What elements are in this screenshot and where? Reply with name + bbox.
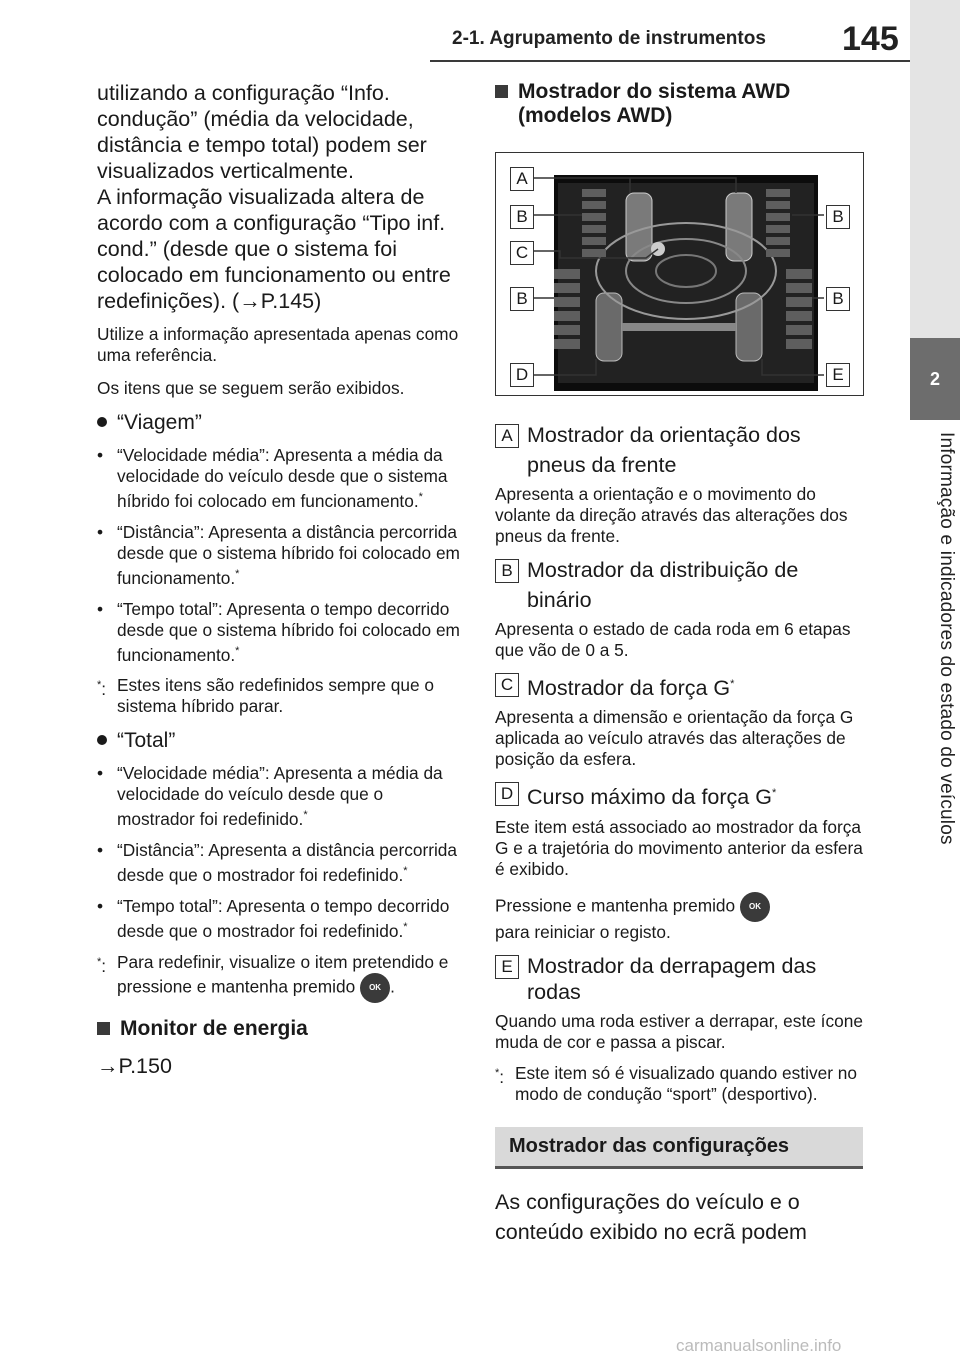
callout-d: D: [510, 363, 534, 387]
square-marker: [495, 85, 508, 98]
list-item: • “Distância”: Apresenta a distância percorrida desde que o mostrador foi redefinido.*: [97, 840, 458, 885]
bullet-dot: [97, 735, 107, 745]
callout-b: B: [510, 205, 534, 229]
section-title: 2-1. Agrupamento de instrumentos: [452, 28, 766, 49]
footnote: *: Estes itens são redefinidos sempre que o sistema híbrido parar.: [97, 675, 435, 717]
legend-item: A Mostrador da orientação dos pneus da frente: [495, 422, 863, 478]
page-reference[interactable]: →P.150: [97, 1053, 172, 1078]
bullet-heading: [97, 729, 465, 753]
legend-desc: Apresenta o estado de cada roda em 6 etapas que vão de 0 a 5.: [495, 619, 851, 661]
energy-heading: Monitor de energia: [97, 1017, 465, 1041]
chapter-number: 2: [929, 368, 940, 389]
watermark: carmanualsonline.info: [676, 1336, 842, 1355]
callout-b: B: [826, 205, 850, 229]
paragraph: A informação visualizada altera de acordo com a configuração “Tipo inf. cond.” (desde que o sistema foi colocado em funcionamento ou entre redefinições). (→P.145): [97, 185, 451, 313]
reset-instruction: Pressione e mantenha premido OK para reiniciar o registo.: [495, 892, 863, 943]
legend-desc: Apresenta a orientação e o movimento do volante da direção através das alterações dos pneus da frente.: [495, 484, 848, 547]
callout-a: A: [510, 167, 534, 191]
square-marker: [97, 1022, 110, 1035]
legend-item: E Mostrador da derrapagem das rodas: [495, 953, 863, 1005]
list-item: • “Tempo total”: Apresenta o tempo decorrido desde que o mostrador foi redefinido.*: [97, 895, 450, 941]
awd-heading: Mostrador do sistema AWD (modelos AWD): [495, 80, 863, 128]
paragraph: Utilize a informação apresentada apenas como uma referência.: [97, 324, 459, 365]
legend-item: D Curso máximo da força G*: [495, 780, 863, 810]
paragraph: As configurações do veículo e o conteúdo exibido no ecrã podem: [495, 1189, 807, 1244]
left-column: [97, 80, 465, 1079]
list-item: • “Velocidade média”: Apresenta a média da velocidade do veículo desde que o sistema híbrido foi colocado em funcionamento.*: [97, 445, 448, 511]
side-strip: [910, 0, 960, 338]
callout-b: B: [826, 287, 850, 311]
awd-display-graphic: [496, 153, 863, 395]
legend-item: C Mostrador da força G*: [495, 671, 863, 701]
ok-button-icon: OK: [740, 892, 770, 922]
paragraph: Os itens que se seguem serão exibidos.: [97, 378, 405, 398]
ok-button-icon: OK: [360, 973, 390, 1003]
callout-e: E: [826, 363, 850, 387]
list-item: • “Distância”: Apresenta a distância percorrida desde que o sistema híbrido foi colocado em funcionamento.*: [97, 521, 460, 588]
callout-c: C: [510, 241, 534, 265]
bullet-dot: [97, 417, 107, 427]
chapter-title: Informação e indicadores do estado do veículos: [936, 432, 957, 845]
header-rule: [430, 60, 910, 62]
legend: [495, 412, 863, 1247]
chapter-tab: [910, 338, 960, 420]
awd-display-diagram: [495, 152, 864, 396]
footnote: *: Este item só é visualizado quando estiver no modo de condução “sport” (desportivo).: [495, 1062, 857, 1104]
settings-section-heading: Mostrador das configurações: [495, 1127, 863, 1169]
bullet-heading: [97, 411, 465, 435]
paragraph: utilizando a configuração “Info. condução” (média da velocidade, distância e tempo total) podem ser visualizados verticalmente.: [97, 81, 427, 183]
right-column: [495, 80, 863, 128]
bullet-text: “Total”: [117, 729, 176, 753]
bullet-text: “Viagem”: [117, 411, 202, 434]
page-number: 145: [842, 20, 899, 58]
legend-desc: Apresenta a dimensão e orientação da força G aplicada ao veículo através das alterações de posição da esfera.: [495, 707, 854, 770]
footnote: *: Para redefinir, visualize o item pretendido e pressione e mantenha premido OK .: [97, 952, 465, 1003]
legend-desc: Quando uma roda estiver a derrapar, este ícone muda de cor e passa a piscar.: [495, 1010, 863, 1052]
list-item: • “Tempo total”: Apresenta o tempo decorrido desde que o sistema híbrido foi colocado em funcionamento.*: [97, 598, 460, 665]
legend-item: B Mostrador da distribuição de binário: [495, 557, 863, 613]
legend-desc: Este item está associado ao mostrador da força G e a trajetória do movimento anterior da esfera é exibido.: [495, 816, 863, 879]
list-item: • “Velocidade média”: Apresenta a média da velocidade do veículo desde que o mostrador foi redefinido.*: [97, 763, 443, 830]
callout-b: B: [510, 287, 534, 311]
